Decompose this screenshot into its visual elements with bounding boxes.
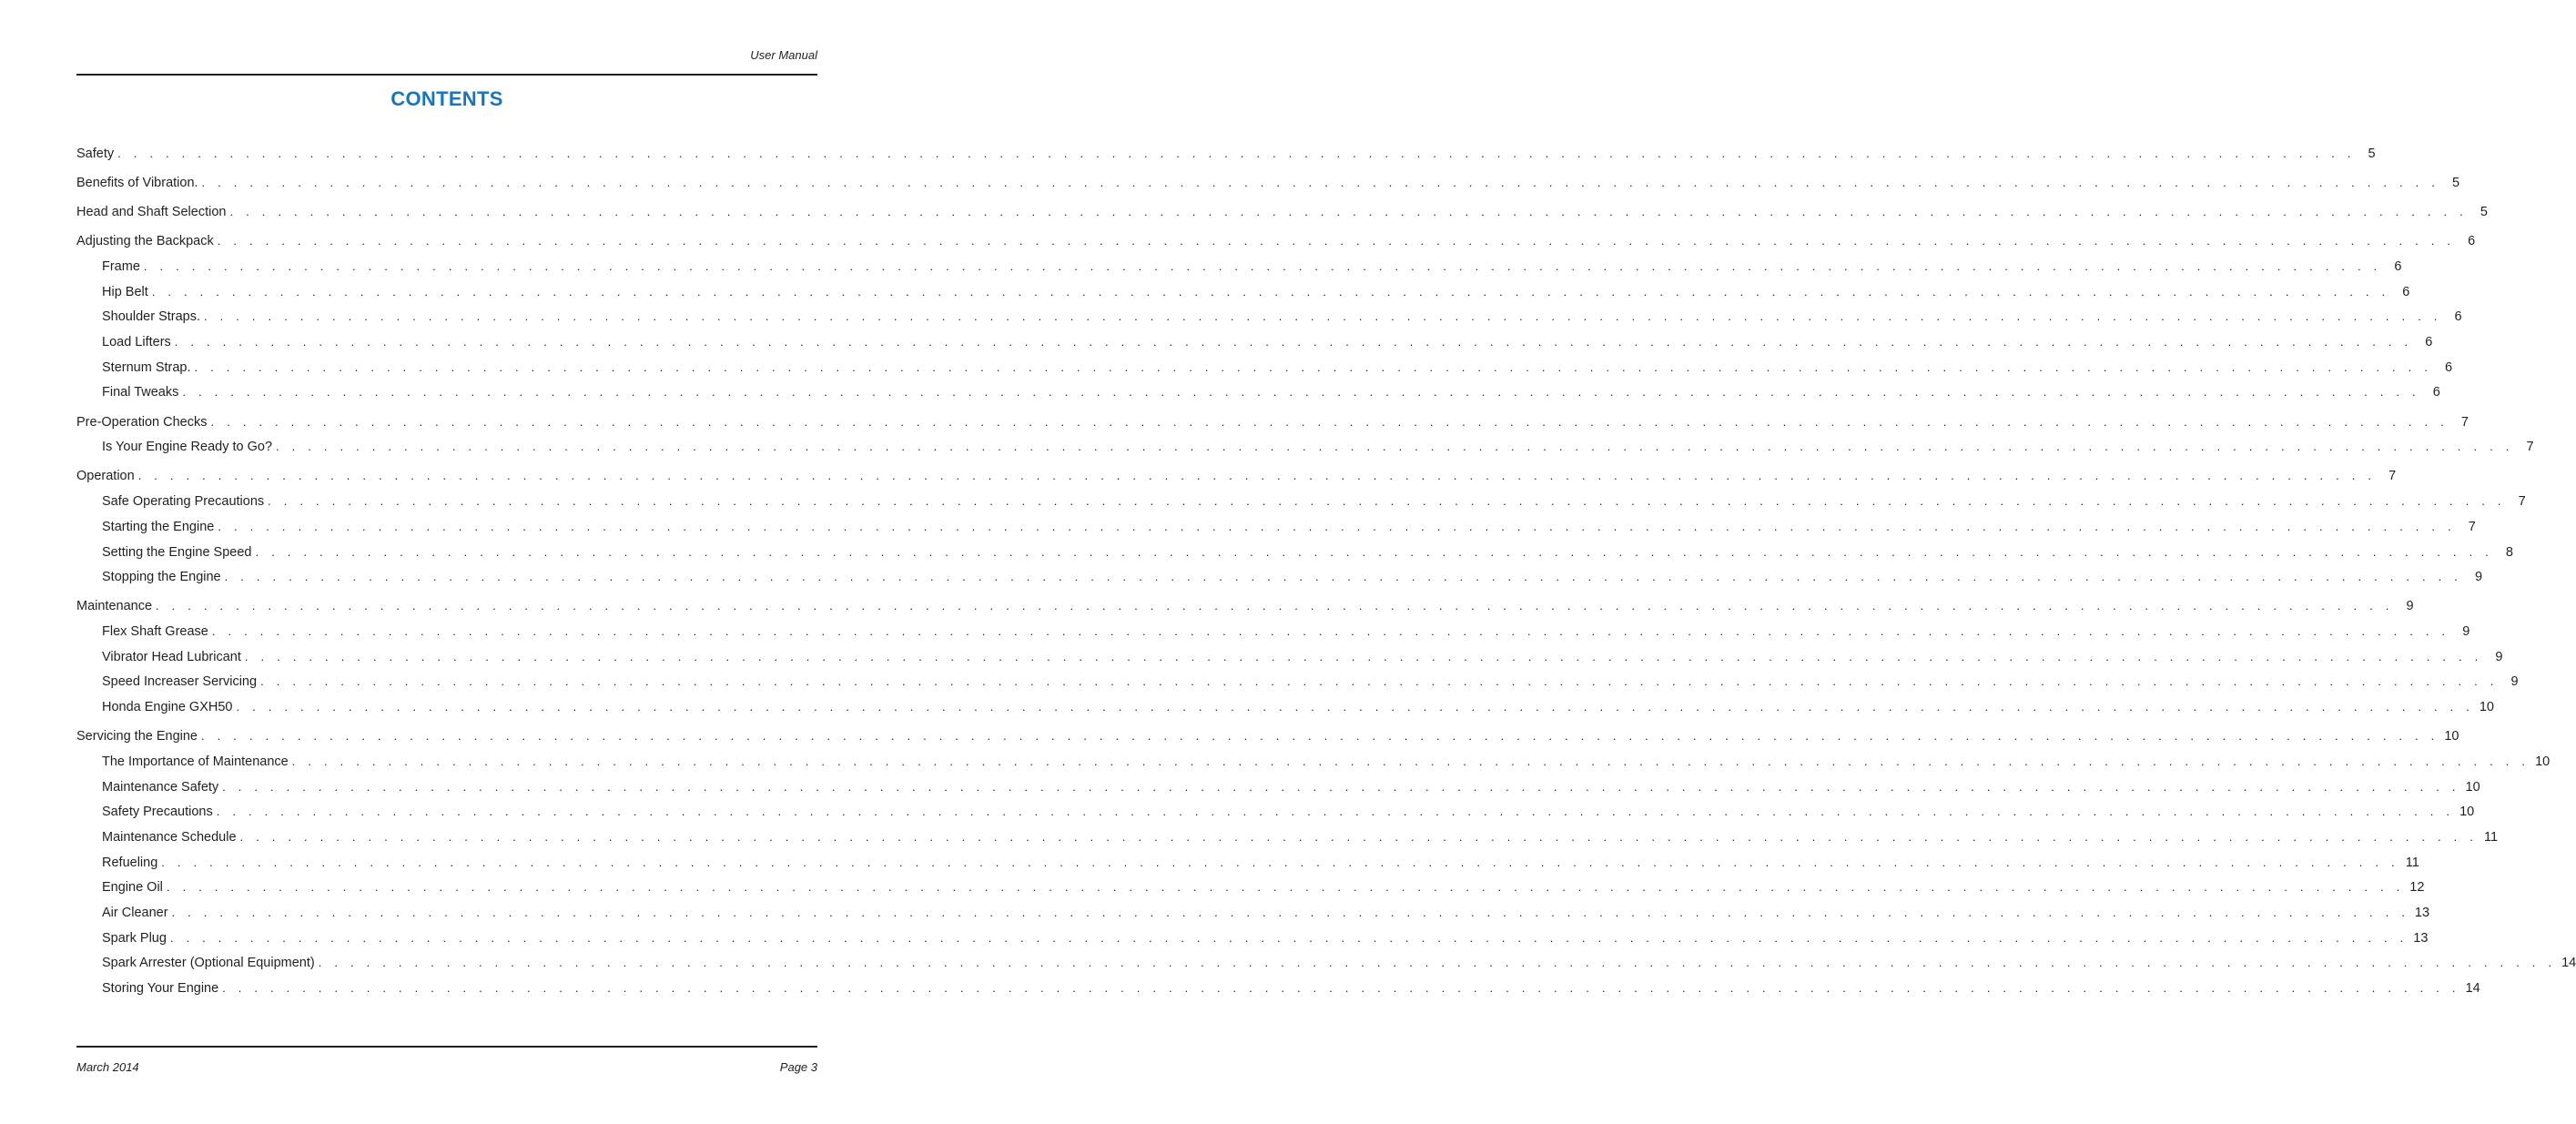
toc-subsection-entry[interactable] xyxy=(102,753,2551,771)
toc-dot-leader: . . . . . . . . . . . . . . . . . . . . . . . . . . . . . . . . . . . . . . . . . . . . . . . . . . . . . . . . . . . . . . . . . . . . . . . . . . . . . . . . . . . . . . . . . . . . . . . . . . . . . . . . . . . . . . . . . . . . . . . . . . . . . . . . . . . . . . . . . . . . xyxy=(268,494,2506,508)
toc-entry-page-number: 7 xyxy=(2460,415,2469,430)
toc-dot-leader: . . . . . . . . . . . . . . . . . . . . . . . . . . . . . . . . . . . . . . . . . . . . . . . . . . . . . . . . . . . . . . . . . . . . . . . . . . . . . . . . . . . . . . . . . . . . . . . . . . . . . . . . . . . . . . . . . . . . . . . . . . . . . . . . . . . . . . . . . . . . xyxy=(318,956,2557,969)
toc-entry-label: Sternum Strap. xyxy=(102,360,191,375)
toc-entry-label: Benefits of Vibration. xyxy=(76,176,198,190)
toc-entry-label: Shoulder Straps. xyxy=(102,309,201,324)
toc-entry-page-number: 14 xyxy=(2465,981,2480,996)
toc-entry-page-number: 6 xyxy=(2402,285,2410,299)
toc-dot-leader: . . . . . . . . . . . . . . . . . . . . . . . . . . . . . . . . . . . . . . . . . . . . . . . . . . . . . . . . . . . . . . . . . . . . . . . . . . . . . . . . . . . . . . . . . . . . . . . . . . . . . . . . . . . . . . . . . . . . . . . . . . . . . . . . . . . . . . . . . . . . xyxy=(222,981,2460,995)
toc-dot-leader: . . . . . . . . . . . . . . . . . . . . . . . . . . . . . . . . . . . . . . . . . . . . . . . . . . . . . . . . . . . . . . . . . . . . . . . . . . . . . . . . . . . . . . . . . . . . . . . . . . . . . . . . . . . . . . . . . . . . . . . . . . . . . . . . . . . . . . . . . . . . xyxy=(239,830,2479,844)
toc-entry-label: Hip Belt xyxy=(102,285,148,299)
toc-entry-label: Spark Plug xyxy=(102,931,167,946)
toc-entry-page-number: 6 xyxy=(2454,309,2462,324)
toc-dot-leader: . . . . . . . . . . . . . . . . . . . . . . . . . . . . . . . . . . . . . . . . . . . . . . . . . . . . . . . . . . . . . . . . . . . . . . . . . . . . . . . . . . . . . . . . . . . . . . . . . . . . . . . . . . . . . . . . . . . . . . . . . . . . . . . . . . . . . . . . . . . . xyxy=(222,780,2460,794)
toc-subsection-entry[interactable] xyxy=(102,258,2402,276)
toc-dot-leader: . . . . . . . . . . . . . . . . . . . . . . . . . . . . . . . . . . . . . . . . . . . . . . . . . . . . . . . . . . . . . . . . . . . . . . . . . . . . . . . . . . . . . . . . . . . . . . . . . . . . . . . . . . . . . . . . . . . . . . . . . . . . . . . . . . . . . . . . . . . . xyxy=(182,385,2420,399)
toc-entry-label: Speed Increaser Servicing xyxy=(102,674,258,689)
toc-entry-page-number: 10 xyxy=(2465,780,2480,795)
toc-section-entry[interactable] xyxy=(76,232,2476,250)
toc-dot-leader: . . . . . . . . . . . . . . . . . . . . . . . . . . . . . . . . . . . . . . . . . . . . . . . . . . . . . . . . . . . . . . . . . . . . . . . . . . . . . . . . . . . . . . . . . . . . . . . . . . . . . . . . . . . . . . . . . . . . . . . . . . . . . . . . . . . . . . . . . . . . xyxy=(216,805,2455,818)
header-rule xyxy=(76,74,817,76)
toc-subsection-entry[interactable] xyxy=(102,492,2526,511)
toc-dot-leader: . . . . . . . . . . . . . . . . . . . . . . . . . . . . . . . . . . . . . . . . . . . . . . . . . . . . . . . . . . . . . . . . . . . . . . . . . . . . . . . . . . . . . . . . . . . . . . . . . . . . . . . . . . . . . . . . . . . . . . . . . . . . . . . . . . . . . . . . . . . . xyxy=(161,856,2399,869)
toc-subsection-entry[interactable] xyxy=(102,283,2410,301)
toc-dot-leader: . . . . . . . . . . . . . . . . . . . . . . . . . . . . . . . . . . . . . . . . . . . . . . . . . . . . . . . . . . . . . . . . . . . . . . . . . . . . . . . . . . . . . . . . . . . . . . . . . . . . . . . . . . . . . . . . . . . . . . . . . . . . . . . . . . . . . . . . . . . . xyxy=(218,520,2456,533)
toc-entry-page-number: 5 xyxy=(2368,147,2376,161)
toc-entry-page-number: 7 xyxy=(2518,494,2526,509)
toc-entry-label: Storing Your Engine xyxy=(102,981,219,996)
toc-entry-label: Refueling xyxy=(102,856,158,870)
toc-entry-label: Final Tweaks xyxy=(102,385,179,400)
toc-entry-page-number: 12 xyxy=(2409,880,2425,895)
toc-entry-label: Honda Engine GXH50 xyxy=(102,700,233,714)
toc-section-entry[interactable] xyxy=(76,467,2397,485)
toc-subsection-entry[interactable] xyxy=(102,518,2476,536)
toc-entry-page-number: 11 xyxy=(2483,830,2499,845)
toc-entry-page-number: 6 xyxy=(2432,385,2440,400)
toc-entry-page-number: 10 xyxy=(2535,754,2551,769)
page-title: CONTENTS xyxy=(390,87,503,110)
toc-dot-leader: . . . . . . . . . . . . . . . . . . . . . . . . . . . . . . . . . . . . . . . . . . . . . . . . . . . . . . . . . . . . . . . . . . . . . . . . . . . . . . . . . . . . . . . . . . . . . . . . . . . . . . . . . . . . . . . . . . . . . . . . . . . . . . . . . . . . . . . . . . . . xyxy=(169,931,2409,945)
toc-entry-label: Maintenance xyxy=(76,599,153,613)
toc-entry-page-number: 9 xyxy=(2495,650,2503,664)
toc-subsection-entry[interactable] xyxy=(102,979,2480,997)
toc-dot-leader: . . . . . . . . . . . . . . . . . . . . . . . . . . . . . . . . . . . . . . . . . . . . . . . . . . . . . . . . . . . . . . . . . . . . . . . . . . . . . . . . . . . . . . . . . . . . . . . . . . . . . . . . . . . . . . . . . . . . . . . . . . . . . . . . . . . . . . . . . . . . xyxy=(204,309,2442,323)
toc-entry-label: Frame xyxy=(102,259,140,274)
toc-entry-page-number: 13 xyxy=(2414,906,2430,920)
toc-dot-leader: . . . . . . . . . . . . . . . . . . . . . . . . . . . . . . . . . . . . . . . . . . . . . . . . . . . . . . . . . . . . . . . . . . . . . . . . . . . . . . . . . . . . . . . . . . . . . . . . . . . . . . . . . . . . . . . . . . . . . . . . . . . . . . . . . . . . . . . . . . . . xyxy=(194,360,2433,374)
toc-subsection-entry[interactable] xyxy=(102,673,2519,691)
toc-entry-page-number: 7 xyxy=(2526,440,2534,454)
toc-entry-page-number: 9 xyxy=(2475,570,2483,584)
toc-subsection-entry[interactable] xyxy=(102,438,2534,456)
toc-subsection-entry[interactable] xyxy=(102,333,2433,351)
toc-subsection-entry[interactable] xyxy=(102,803,2475,821)
toc-entry-label: Air Cleaner xyxy=(102,906,168,920)
toc-subsection-entry[interactable] xyxy=(102,854,2419,872)
toc-entry-label: Flex Shaft Grease xyxy=(102,624,208,639)
toc-subsection-entry[interactable] xyxy=(102,543,2513,562)
toc-section-entry[interactable] xyxy=(76,727,2459,745)
toc-entry-label: Is Your Engine Ready to Go? xyxy=(102,440,273,454)
toc-dot-leader: . . . . . . . . . . . . . . . . . . . . . . . . . . . . . . . . . . . . . . . . . . . . . . . . . . . . . . . . . . . . . . . . . . . . . . . . . . . . . . . . . . . . . . . . . . . . . . . . . . . . . . . . . . . . . . . . . . . . . . . . . . . . . . . . . . . . . . . . . . . . xyxy=(217,234,2456,248)
toc-entry-page-number: 6 xyxy=(2394,259,2402,274)
toc-subsection-entry[interactable] xyxy=(102,648,2503,666)
toc-dot-leader: . . . . . . . . . . . . . . . . . . . . . . . . . . . . . . . . . . . . . . . . . . . . . . . . . . . . . . . . . . . . . . . . . . . . . . . . . . . . . . . . . . . . . . . . . . . . . . . . . . . . . . . . . . . . . . . . . . . . . . . . . . . . . . . . . . . . . . . . . . . . xyxy=(174,335,2413,349)
toc-dot-leader: . . . . . . . . . . . . . . . . . . . . . . . . . . . . . . . . . . . . . . . . . . . . . . . . . . . . . . . . . . . . . . . . . . . . . . . . . . . . . . . . . . . . . . . . . . . . . . . . . . . . . . . . . . . . . . . . . . . . . . . . . . . . . . . . . . . . . . . . . . . . xyxy=(201,729,2439,743)
toc-entry-label: Head and Shaft Selection xyxy=(76,205,227,219)
toc-dot-leader: . . . . . . . . . . . . . . . . . . . . . . . . . . . . . . . . . . . . . . . . . . . . . . . . . . . . . . . . . . . . . . . . . . . . . . . . . . . . . . . . . . . . . . . . . . . . . . . . . . . . . . . . . . . . . . . . . . . . . . . . . . . . . . . . . . . . . . . . . . . . xyxy=(166,880,2405,894)
footer-date: March 2014 xyxy=(76,1060,139,1074)
toc-entry-page-number: 10 xyxy=(2444,729,2459,744)
toc-entry-label: Maintenance Safety xyxy=(102,780,219,795)
toc-entry-label: Stopping the Engine xyxy=(102,570,221,584)
toc-entry-page-number: 9 xyxy=(2510,674,2519,689)
toc-section-entry[interactable] xyxy=(76,174,2460,192)
toc-dot-leader: . . . . . . . . . . . . . . . . . . . . . . . . . . . . . . . . . . . . . . . . . . . . . . . . . . . . . . . . . . . . . . . . . . . . . . . . . . . . . . . . . . . . . . . . . . . . . . . . . . . . . . . . . . . . . . . . . . . . . . . . . . . . . . . . . . . . . . . . . . . . xyxy=(244,650,2483,663)
toc-entry-page-number: 10 xyxy=(2479,700,2494,714)
toc-dot-leader: . . . . . . . . . . . . . . . . . . . . . . . . . . . . . . . . . . . . . . . . . . . . . . . . . . . . . . . . . . . . . . . . . . . . . . . . . . . . . . . . . . . . . . . . . . . . . . . . . . . . . . . . . . . . . . . . . . . . . . . . . . . . . . . . . . . . . . . . . . . . xyxy=(210,415,2449,429)
toc-entry-label: Vibrator Head Lubricant xyxy=(102,650,241,664)
toc-entry-label: Setting the Engine Speed xyxy=(102,545,252,560)
header-doc-type: User Manual xyxy=(750,48,817,62)
toc-entry-label: Engine Oil xyxy=(102,880,163,895)
toc-subsection-entry[interactable] xyxy=(102,698,2494,716)
toc-section-entry[interactable] xyxy=(76,145,2376,163)
toc-entry-label: Safety Precautions xyxy=(102,805,213,819)
toc-entry-page-number: 8 xyxy=(2505,545,2513,560)
toc-subsection-entry[interactable] xyxy=(102,383,2440,401)
toc-entry-label: Load Lifters xyxy=(102,335,171,349)
toc-dot-leader: . . . . . . . . . . . . . . . . . . . . . . . . . . . . . . . . . . . . . . . . . . . . . . . . . . . . . . . . . . . . . . . . . . . . . . . . . . . . . . . . . . . . . . . . . . . . . . . . . . . . . . . . . . . . . . . . . . . . . . . . . . . . . . . . . . . . . . . . . . . . xyxy=(201,176,2440,189)
toc-dot-leader: . . . . . . . . . . . . . . . . . . . . . . . . . . . . . . . . . . . . . . . . . . . . . . . . . . . . . . . . . . . . . . . . . . . . . . . . . . . . . . . . . . . . . . . . . . . . . . . . . . . . . . . . . . . . . . . . . . . . . . . . . . . . . . . . . . . . . . . . . . . . xyxy=(229,205,2468,218)
toc-entry-page-number: 14 xyxy=(2561,956,2576,970)
toc-subsection-entry[interactable] xyxy=(102,954,2576,972)
toc-dot-leader: . . . . . . . . . . . . . . . . . . . . . . . . . . . . . . . . . . . . . . . . . . . . . . . . . . . . . . . . . . . . . . . . . . . . . . . . . . . . . . . . . . . . . . . . . . . . . . . . . . . . . . . . . . . . . . . . . . . . . . . . . . . . . . . . . . . . . . . . . . . . xyxy=(211,624,2450,638)
toc-subsection-entry[interactable] xyxy=(102,929,2429,947)
toc-entry-label: Operation xyxy=(76,469,135,483)
toc-dot-leader: . . . . . . . . . . . . . . . . . . . . . . . . . . . . . . . . . . . . . . . . . . . . . . . . . . . . . . . . . . . . . . . . . . . . . . . . . . . . . . . . . . . . . . . . . . . . . . . . . . . . . . . . . . . . . . . . . . . . . . . . . . . . . . . . . . . . . . . . . . . . xyxy=(236,700,2474,714)
toc-dot-leader: . . . . . . . . . . . . . . . . . . . . . . . . . . . . . . . . . . . . . . . . . . . . . . . . . . . . . . . . . . . . . . . . . . . . . . . . . . . . . . . . . . . . . . . . . . . . . . . . . . . . . . . . . . . . . . . . . . . . . . . . . . . . . . . . . . . . . . . . . . . . xyxy=(291,754,2530,768)
toc-subsection-entry[interactable] xyxy=(102,878,2425,896)
footer-rule xyxy=(76,1046,817,1048)
toc-entry-page-number: 9 xyxy=(2462,624,2470,639)
toc-subsection-entry[interactable] xyxy=(102,828,2499,846)
toc-entry-label: Spark Arrester (Optional Equipment) xyxy=(102,956,315,970)
toc-subsection-entry[interactable] xyxy=(102,308,2462,326)
toc-entry-page-number: 6 xyxy=(2468,234,2476,248)
toc-entry-page-number: 9 xyxy=(2406,599,2414,613)
toc-subsection-entry[interactable] xyxy=(102,568,2483,586)
footer-page-number: Page 3 xyxy=(779,1060,817,1074)
toc-entry-page-number: 6 xyxy=(2444,360,2453,375)
toc-entry-page-number: 5 xyxy=(2451,176,2460,190)
toc-dot-leader: . . . . . . . . . . . . . . . . . . . . . . . . . . . . . . . . . . . . . . . . . . . . . . . . . . . . . . . . . . . . . . . . . . . . . . . . . . . . . . . . . . . . . . . . . . . . . . . . . . . . . . . . . . . . . . . . . . . . . . . . . . . . . . . . . . . . . . . . . . . . xyxy=(143,259,2382,273)
toc-entry-page-number: 7 xyxy=(2388,469,2397,483)
toc-subsection-entry[interactable] xyxy=(102,778,2480,796)
toc-entry-label: Starting the Engine xyxy=(102,520,215,534)
toc-dot-leader: . . . . . . . . . . . . . . . . . . . . . . . . . . . . . . . . . . . . . . . . . . . . . . . . . . . . . . . . . . . . . . . . . . . . . . . . . . . . . . . . . . . . . . . . . . . . . . . . . . . . . . . . . . . . . . . . . . . . . . . . . . . . . . . . . . . . . . . . . . . . xyxy=(117,147,2356,160)
toc-entry-label: Safe Operating Precautions xyxy=(102,494,265,509)
toc-entry-page-number: 7 xyxy=(2468,520,2476,534)
toc-dot-leader: . . . . . . . . . . . . . . . . . . . . . . . . . . . . . . . . . . . . . . . . . . . . . . . . . . . . . . . . . . . . . . . . . . . . . . . . . . . . . . . . . . . . . . . . . . . . . . . . . . . . . . . . . . . . . . . . . . . . . . . . . . . . . . . . . . . . . . . . . . . . xyxy=(255,545,2493,559)
toc-dot-leader: . . . . . . . . . . . . . . . . . . . . . . . . . . . . . . . . . . . . . . . . . . . . . . . . . . . . . . . . . . . . . . . . . . . . . . . . . . . . . . . . . . . . . . . . . . . . . . . . . . . . . . . . . . . . . . . . . . . . . . . . . . . . . . . . . . . . . . . . . . . . xyxy=(151,285,2390,299)
toc-dot-leader: . . . . . . . . . . . . . . . . . . . . . . . . . . . . . . . . . . . . . . . . . . . . . . . . . . . . . . . . . . . . . . . . . . . . . . . . . . . . . . . . . . . . . . . . . . . . . . . . . . . . . . . . . . . . . . . . . . . . . . . . . . . . . . . . . . . . . . . . . . . . xyxy=(276,440,2514,453)
toc-dot-leader: . . . . . . . . . . . . . . . . . . . . . . . . . . . . . . . . . . . . . . . . . . . . . . . . . . . . . . . . . . . . . . . . . . . . . . . . . . . . . . . . . . . . . . . . . . . . . . . . . . . . . . . . . . . . . . . . . . . . . . . . . . . . . . . . . . . . . . . . . . . . xyxy=(156,599,2394,613)
toc-entry-label: Safety xyxy=(76,147,115,161)
toc-subsection-entry[interactable] xyxy=(102,904,2430,922)
toc-entry-label: Servicing the Engine xyxy=(76,729,198,744)
toc-entry-label: Maintenance Schedule xyxy=(102,830,237,845)
toc-section-entry[interactable] xyxy=(76,597,2414,615)
toc-entry-page-number: 6 xyxy=(2425,335,2433,349)
toc-dot-leader: . . . . . . . . . . . . . . . . . . . . . . . . . . . . . . . . . . . . . . . . . . . . . . . . . . . . . . . . . . . . . . . . . . . . . . . . . . . . . . . . . . . . . . . . . . . . . . . . . . . . . . . . . . . . . . . . . . . . . . . . . . . . . . . . . . . . . . . . . . . . xyxy=(224,570,2463,583)
toc-dot-leader: . . . . . . . . . . . . . . . . . . . . . . . . . . . . . . . . . . . . . . . . . . . . . . . . . . . . . . . . . . . . . . . . . . . . . . . . . . . . . . . . . . . . . . . . . . . . . . . . . . . . . . . . . . . . . . . . . . . . . . . . . . . . . . . . . . . . . . . . . . . . xyxy=(171,906,2410,919)
toc-entry-label: The Importance of Maintenance xyxy=(102,754,289,769)
toc-entry-label: Adjusting the Backpack xyxy=(76,234,214,248)
toc-entry-label: Pre-Operation Checks xyxy=(76,415,208,430)
toc-entry-page-number: 10 xyxy=(2459,805,2475,819)
toc-entry-page-number: 13 xyxy=(2413,931,2429,946)
toc-entry-page-number: 11 xyxy=(2405,856,2419,870)
toc-dot-leader: . . . . . . . . . . . . . . . . . . . . . . . . . . . . . . . . . . . . . . . . . . . . . . . . . . . . . . . . . . . . . . . . . . . . . . . . . . . . . . . . . . . . . . . . . . . . . . . . . . . . . . . . . . . . . . . . . . . . . . . . . . . . . . . . . . . . . . . . . . . . xyxy=(137,469,2377,482)
toc-subsection-entry[interactable] xyxy=(102,623,2470,641)
toc-entry-page-number: 5 xyxy=(2480,205,2488,219)
toc-section-entry[interactable] xyxy=(76,203,2488,221)
toc-subsection-entry[interactable] xyxy=(102,359,2453,377)
toc-section-entry[interactable] xyxy=(76,413,2469,431)
toc-dot-leader: . . . . . . . . . . . . . . . . . . . . . . . . . . . . . . . . . . . . . . . . . . . . . . . . . . . . . . . . . . . . . . . . . . . . . . . . . . . . . . . . . . . . . . . . . . . . . . . . . . . . . . . . . . . . . . . . . . . . . . . . . . . . . . . . . . . . . . . . . . . . xyxy=(260,674,2499,688)
